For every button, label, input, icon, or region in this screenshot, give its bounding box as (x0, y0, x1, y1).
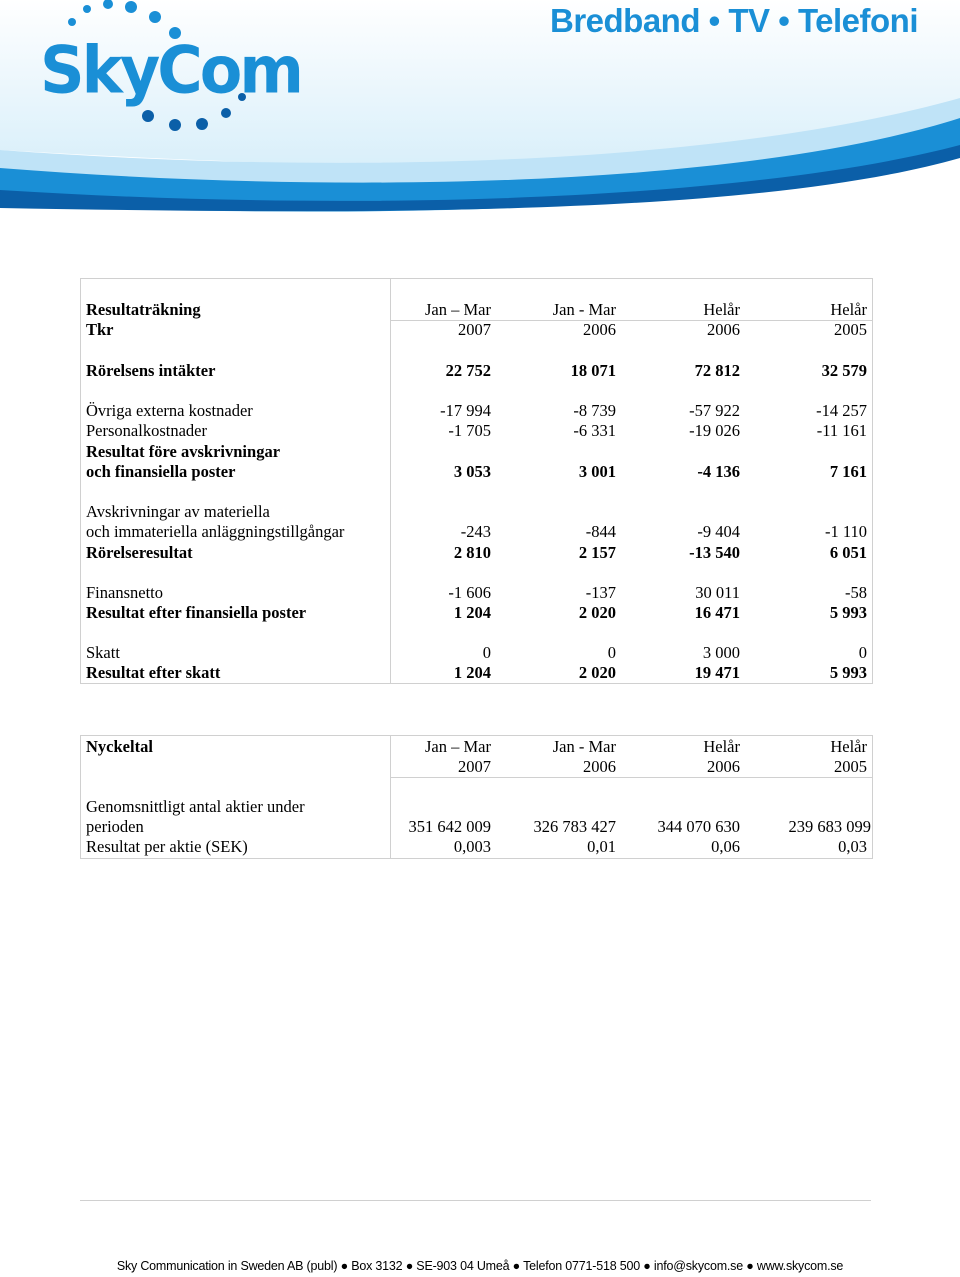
row-value: 2 157 (578, 543, 616, 562)
row-label: Resultat efter skatt (86, 663, 221, 682)
column-year: 2007 (458, 320, 491, 339)
row-value: -8 739 (573, 401, 616, 420)
column-period: Helår (830, 300, 867, 319)
column-year: 2005 (834, 757, 867, 776)
row-value: 2 020 (578, 603, 616, 622)
footer-contact-line: Sky Communication in Sweden AB (publ) ● Box 3132 ● SE-903 04 Umeå ● Telefon 0771-518 500 ● info@skycom.se ● www.skycom.se (116, 1259, 844, 1273)
column-year: 2006 (707, 757, 740, 776)
row-label-continued: perioden (86, 817, 144, 836)
row-value: 3 001 (578, 462, 616, 481)
table-unit: Tkr (86, 320, 114, 339)
row-value: 1 204 (453, 663, 491, 682)
row-value: 0 (482, 643, 491, 662)
row-value: 19 471 (694, 663, 740, 682)
row-label: Övriga externa kostnader (86, 401, 253, 420)
row-value: 3 000 (702, 643, 740, 662)
row-label: Skatt (86, 643, 120, 662)
footer-divider (80, 1200, 871, 1201)
table-title: Resultaträkning (86, 300, 201, 319)
column-period: Jan - Mar (552, 737, 616, 756)
row-value: 16 471 (694, 603, 740, 622)
column-divider (390, 736, 391, 858)
row-value: -4 136 (697, 462, 740, 481)
row-value: 351 642 009 (408, 817, 491, 836)
row-value: -57 922 (689, 401, 740, 420)
svg-text:SkyCom: SkyCom (40, 31, 301, 108)
income-statement-table (80, 278, 873, 684)
row-value: 344 070 630 (657, 817, 740, 836)
row-value: 30 011 (695, 583, 740, 602)
row-value: 0,01 (587, 837, 616, 856)
row-value: 0,003 (453, 837, 491, 856)
row-value: 239 683 099 (788, 817, 871, 836)
row-value: 326 783 427 (533, 817, 616, 836)
row-label: Resultat efter finansiella poster (86, 603, 307, 622)
column-period: Jan – Mar (425, 300, 491, 319)
row-label: Rörelsens intäkter (86, 361, 216, 380)
row-value: 22 752 (445, 361, 491, 380)
row-value: -1 606 (448, 583, 491, 602)
brand-tagline: Bredband • TV • Telefoni (549, 2, 918, 39)
row-value: 72 812 (694, 361, 740, 380)
row-value: -1 705 (448, 421, 491, 440)
table-title: Nyckeltal (86, 737, 153, 756)
column-year: 2006 (583, 320, 616, 339)
column-period: Helår (703, 300, 740, 319)
column-year: 2007 (458, 757, 491, 776)
row-value: 32 579 (821, 361, 867, 380)
row-value: -137 (585, 583, 616, 602)
column-period: Jan – Mar (425, 737, 491, 756)
row-label: Finansnetto (86, 583, 163, 602)
row-label-continued: och finansiella poster (86, 462, 236, 481)
column-year: 2006 (707, 320, 740, 339)
row-value: 0,03 (838, 837, 867, 856)
row-value: 18 071 (570, 361, 616, 380)
column-period: Helår (703, 737, 740, 756)
row-value: 0,06 (711, 837, 740, 856)
key-figures-table (80, 735, 873, 859)
row-value: -1 110 (824, 522, 867, 541)
row-value: 5 993 (829, 663, 867, 682)
row-value: -9 404 (697, 522, 740, 541)
column-period: Helår (830, 737, 867, 756)
row-value: 3 053 (453, 462, 491, 481)
row-value: -17 994 (440, 401, 491, 420)
row-value: 6 051 (829, 543, 867, 562)
page-header (0, 0, 960, 215)
row-value: 0 (858, 643, 867, 662)
header-separator (390, 777, 872, 778)
column-year: 2006 (583, 757, 616, 776)
row-value: 0 (607, 643, 616, 662)
row-value: -19 026 (689, 421, 740, 440)
column-divider (390, 279, 391, 683)
column-year: 2005 (834, 320, 867, 339)
row-label: Avskrivningar av materiella (86, 502, 270, 521)
row-label: Rörelseresultat (86, 543, 193, 562)
row-value: -6 331 (573, 421, 616, 440)
row-value: -844 (585, 522, 616, 541)
row-value: 1 204 (453, 603, 491, 622)
skycom-logo (30, 0, 301, 140)
row-value: -11 161 (816, 421, 867, 440)
row-value: -58 (845, 583, 867, 602)
row-value: 5 993 (829, 603, 867, 622)
row-value: 2 810 (453, 543, 491, 562)
row-value: -13 540 (689, 543, 740, 562)
column-period: Jan - Mar (552, 300, 616, 319)
row-value: 7 161 (829, 462, 867, 481)
row-value: -14 257 (816, 401, 867, 420)
row-label: Resultat före avskrivningar (86, 442, 281, 461)
row-label: Resultat per aktie (SEK) (86, 837, 248, 856)
row-label: Personalkostnader (86, 421, 207, 440)
row-label: Genomsnittligt antal aktier under (86, 797, 305, 816)
row-value: 2 020 (578, 663, 616, 682)
row-label-continued: och immateriella anläggningstillgångar (86, 522, 345, 541)
row-value: -243 (460, 522, 491, 541)
